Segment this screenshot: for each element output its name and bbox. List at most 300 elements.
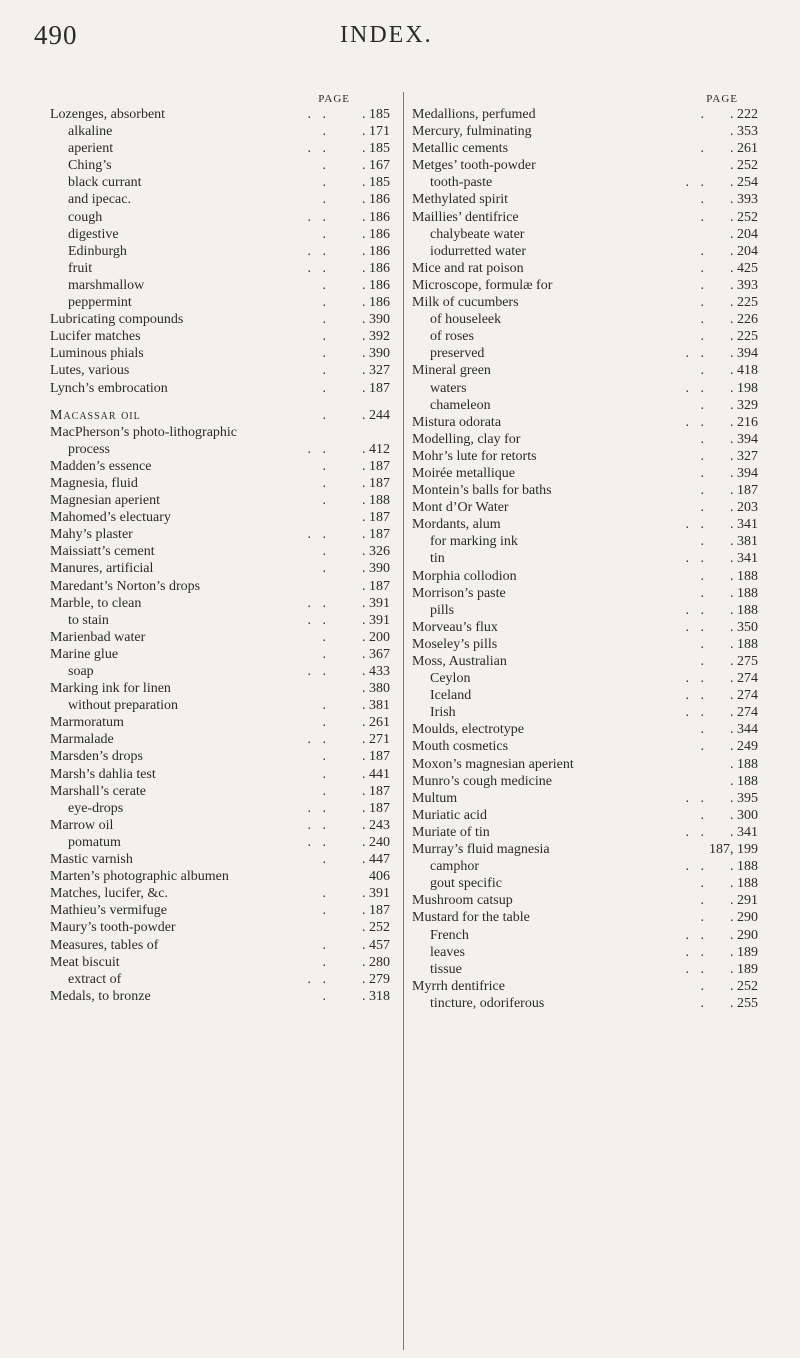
- index-term: Meat biscuit: [50, 954, 120, 970]
- leader-dots: .: [322, 295, 330, 311]
- leader-dots: .: [700, 568, 708, 584]
- leader-dots: .: [322, 988, 330, 1004]
- leader-dots: .: [322, 277, 330, 293]
- index-entry: [50, 714, 390, 731]
- index-entries-left: [50, 106, 390, 1005]
- leader-dots: . .: [685, 175, 708, 191]
- index-term: Lynch’s embrocation: [50, 380, 168, 396]
- index-page-ref: . 252: [730, 209, 758, 225]
- index-page-ref: . 186: [362, 260, 390, 276]
- index-term: French: [430, 927, 469, 943]
- index-page-ref: . 249: [730, 739, 758, 755]
- index-entry: [50, 157, 390, 174]
- index-term: Marmalade: [50, 732, 114, 748]
- index-term: Lutes, various: [50, 363, 130, 379]
- index-term: Edinburgh: [68, 243, 127, 259]
- leader-dots: .: [322, 363, 330, 379]
- index-page-ref: . 188: [730, 859, 758, 875]
- index-entry: [50, 140, 390, 157]
- index-term: peppermint: [68, 295, 132, 311]
- index-entry: [50, 475, 390, 492]
- leader-dots: .: [322, 715, 330, 731]
- index-term: Medallions, perfumed: [412, 107, 536, 122]
- index-entry: [412, 277, 758, 294]
- index-entry: [50, 311, 390, 328]
- index-entry: [50, 209, 390, 226]
- leader-dots: . .: [685, 859, 708, 875]
- index-term: Milk of cucumbers: [412, 295, 519, 311]
- index-entry: [412, 756, 758, 773]
- index-entry: [412, 773, 758, 790]
- index-term: cough: [68, 209, 103, 225]
- index-page-ref: . 185: [362, 141, 390, 157]
- index-page-ref: . 187: [362, 783, 390, 799]
- index-term: Muriatic acid: [412, 807, 488, 823]
- index-page-ref: . 171: [362, 124, 390, 140]
- leader-dots: .: [700, 107, 708, 122]
- leader-dots: . .: [307, 732, 330, 748]
- leader-dots: .: [700, 483, 708, 499]
- index-entry: [412, 345, 758, 362]
- index-entry: [50, 174, 390, 191]
- index-term: preserved: [430, 346, 485, 362]
- index-entry: [50, 191, 390, 208]
- index-page-ref: . 188: [730, 773, 758, 789]
- index-entry: [412, 311, 758, 328]
- leader-dots: .: [322, 175, 330, 191]
- index-term: Mastic varnish: [50, 852, 133, 868]
- index-entry: [412, 431, 758, 448]
- index-term: Macassar oil: [50, 407, 141, 423]
- index-entry: [412, 380, 758, 397]
- index-entry: [50, 902, 390, 919]
- index-page-ref: . 252: [730, 158, 758, 174]
- leader-dots: . .: [307, 971, 330, 987]
- index-entry: [412, 243, 758, 260]
- index-entry: [412, 602, 758, 619]
- index-term: Marmoratum: [50, 715, 124, 731]
- leader-dots: .: [700, 277, 708, 293]
- index-page-ref: . 226: [730, 312, 758, 328]
- leader-dots: . .: [685, 705, 708, 721]
- leader-dots: . .: [307, 107, 330, 122]
- index-term: Marrow oil: [50, 817, 114, 833]
- index-term: Maissiatt’s cement: [50, 544, 155, 560]
- index-page-ref: . 394: [730, 465, 758, 481]
- index-page-ref: . 457: [362, 937, 390, 953]
- leader-dots: .: [700, 534, 708, 550]
- index-entry: [50, 851, 390, 868]
- index-term: Luminous phials: [50, 346, 144, 362]
- index-term: waters: [430, 380, 467, 396]
- leader-dots: .: [700, 585, 708, 601]
- index-term: Lubricating compounds: [50, 312, 184, 328]
- index-page-ref: . 187: [730, 483, 758, 499]
- index-entry: [412, 944, 758, 961]
- leader-dots: .: [700, 312, 708, 328]
- index-page-ref: . 441: [362, 766, 390, 782]
- index-entry: [412, 140, 758, 157]
- index-page-ref: . 381: [362, 698, 390, 714]
- index-entry: [412, 499, 758, 516]
- index-term: Mohr’s lute for retorts: [412, 448, 537, 464]
- index-term: Modelling, clay for: [412, 431, 521, 447]
- index-term: Magnesia, fluid: [50, 475, 138, 491]
- index-term: Mahomed’s electuary: [50, 510, 171, 526]
- index-entry: [412, 790, 758, 807]
- leader-dots: .: [322, 312, 330, 328]
- index-page-ref: . 327: [730, 448, 758, 464]
- index-entry: [412, 704, 758, 721]
- index-term: Marsh’s dahlia test: [50, 766, 156, 782]
- index-page-ref: . 188: [730, 636, 758, 652]
- index-page-ref: . 255: [730, 995, 758, 1011]
- leader-dots: . .: [685, 619, 708, 635]
- index-entry: [412, 174, 758, 191]
- index-term: of houseleek: [430, 312, 502, 328]
- index-entry: [412, 533, 758, 550]
- leader-dots: . .: [307, 141, 330, 157]
- leader-dots: . .: [307, 441, 330, 457]
- index-term: Marten’s photographic albumen: [50, 869, 229, 885]
- leader-dots: . .: [685, 944, 708, 960]
- index-term: chameleon: [430, 397, 491, 413]
- index-entry: [412, 123, 758, 140]
- index-term: Mont d’Or Water: [412, 500, 509, 516]
- index-term: Murray’s fluid magnesia: [412, 842, 550, 858]
- leader-dots: . .: [307, 664, 330, 679]
- index-entry: [412, 260, 758, 277]
- index-page-ref: . 187: [362, 749, 390, 765]
- index-page-ref: . 341: [730, 551, 758, 567]
- index-term: Mouth cosmetics: [412, 739, 509, 755]
- index-term: Munro’s cough medicine: [412, 773, 552, 789]
- column-divider: [403, 92, 404, 1350]
- index-entry: [50, 766, 390, 783]
- index-entry: [412, 516, 758, 533]
- index-term: tissue: [430, 961, 462, 977]
- leader-dots: .: [700, 722, 708, 738]
- index-column-left: [50, 92, 390, 1005]
- index-entry: [412, 807, 758, 824]
- index-entry: [50, 663, 390, 680]
- leader-dots: . .: [307, 260, 330, 276]
- index-page-ref: . 188: [362, 493, 390, 509]
- index-page-ref: . 300: [730, 807, 758, 823]
- index-page-ref: . 391: [362, 595, 390, 611]
- leader-dots: .: [322, 329, 330, 345]
- index-entry: [50, 783, 390, 800]
- index-entry: [50, 629, 390, 646]
- index-page-ref: . 189: [730, 944, 758, 960]
- index-term: without preparation: [68, 698, 179, 714]
- leader-dots: .: [700, 636, 708, 652]
- index-page-ref: . 188: [730, 568, 758, 584]
- index-page-ref: . 187: [362, 903, 390, 919]
- index-term: chalybeate water: [430, 226, 525, 242]
- index-page-ref: . 433: [362, 664, 390, 679]
- leader-dots: . .: [307, 209, 330, 225]
- index-page-ref: . 167: [362, 158, 390, 174]
- index-term: tooth-paste: [430, 175, 493, 191]
- index-entry: [50, 509, 390, 526]
- index-term: Mordants, alum: [412, 517, 501, 533]
- index-entry: [50, 954, 390, 971]
- index-entry: [50, 560, 390, 577]
- index-term: Methylated spirit: [412, 192, 509, 208]
- index-term: Moulds, electrotype: [412, 722, 524, 738]
- index-entry: [50, 680, 390, 697]
- index-term: tin: [430, 551, 445, 567]
- page-column-heading: PAGE: [318, 93, 350, 105]
- index-term: Microscope, formulæ for: [412, 277, 553, 293]
- index-page-ref: . 350: [730, 619, 758, 635]
- index-page-ref: . 390: [362, 312, 390, 328]
- index-entry: [412, 568, 758, 585]
- index-term: Medals, to bronze: [50, 988, 151, 1004]
- index-page-ref: . 203: [730, 500, 758, 516]
- index-page-ref: . 390: [362, 561, 390, 577]
- index-term: camphor: [430, 859, 479, 875]
- index-term: soap: [68, 664, 94, 679]
- index-term: Mercury, fulminating: [412, 124, 532, 140]
- index-page-ref: . 185: [362, 107, 390, 122]
- index-term: MacPherson’s photo-lithographic: [50, 424, 238, 440]
- index-term: Mistura odorata: [412, 414, 502, 430]
- index-entry: [412, 909, 758, 926]
- leader-dots: . .: [685, 346, 708, 362]
- index-term: pomatum: [68, 834, 121, 850]
- leader-dots: . .: [685, 671, 708, 687]
- index-page-ref: . 381: [730, 534, 758, 550]
- index-term: Marshall’s cerate: [50, 783, 147, 799]
- index-page-ref: . 395: [730, 790, 758, 806]
- index-page-ref: . 394: [730, 431, 758, 447]
- index-term: Metges’ tooth-powder: [412, 158, 536, 174]
- index-page-ref: . 326: [362, 544, 390, 560]
- leader-dots: . .: [307, 612, 330, 628]
- index-term: Irish: [430, 705, 456, 721]
- index-term: Moxon’s magnesian aperient: [412, 756, 574, 772]
- index-entry: [412, 653, 758, 670]
- index-entry: [50, 458, 390, 475]
- index-entry: [412, 106, 758, 123]
- leader-dots: .: [700, 893, 708, 909]
- index-page-ref: 406: [369, 869, 390, 885]
- index-entry: [50, 612, 390, 629]
- index-page-ref: . 187: [362, 527, 390, 543]
- index-term: Mathieu’s vermifuge: [50, 903, 168, 919]
- index-term: Mineral green: [412, 363, 491, 379]
- index-entry: [50, 646, 390, 663]
- index-term: Moss, Australian: [412, 654, 507, 669]
- leader-dots: .: [700, 431, 708, 447]
- index-entries-right: [412, 106, 758, 1012]
- index-page-ref: . 392: [362, 329, 390, 345]
- index-term: Lucifer matches: [50, 329, 141, 345]
- index-page-ref: . 200: [362, 629, 390, 645]
- index-page-ref: . 367: [362, 646, 390, 662]
- index-page-ref: . 393: [730, 192, 758, 208]
- index-entry: [412, 362, 758, 379]
- index-entry: [412, 841, 758, 858]
- index-entry: [50, 817, 390, 834]
- leader-dots: . .: [685, 602, 708, 618]
- leader-dots: .: [322, 544, 330, 560]
- index-page-ref: . 187: [362, 578, 390, 594]
- index-entry: [50, 277, 390, 294]
- index-page-ref: . 412: [362, 441, 390, 457]
- index-entry: [412, 397, 758, 414]
- leader-dots: .: [700, 876, 708, 892]
- index-page-ref: . 216: [730, 414, 758, 430]
- page-header: [0, 20, 800, 60]
- leader-dots: .: [700, 739, 708, 755]
- index-entry: [50, 407, 390, 424]
- index-term: Ceylon: [430, 671, 471, 687]
- index-entry: [50, 106, 390, 123]
- index-page-ref: . 353: [730, 124, 758, 140]
- index-term: Marble, to clean: [50, 595, 142, 611]
- index-page-ref: . 187: [362, 800, 390, 816]
- index-entry: [412, 619, 758, 636]
- index-term: Morveau’s flux: [412, 619, 498, 635]
- leader-dots: .: [700, 329, 708, 345]
- leader-dots: .: [700, 243, 708, 259]
- index-page-ref: . 280: [362, 954, 390, 970]
- leader-dots: .: [700, 500, 708, 516]
- index-entry: [412, 157, 758, 174]
- leader-dots: . .: [307, 834, 330, 850]
- index-entry: [50, 919, 390, 936]
- index-entry: [412, 824, 758, 841]
- index-entry: [412, 465, 758, 482]
- index-page-ref: . 380: [362, 681, 390, 697]
- index-entry: [412, 209, 758, 226]
- index-term: Maillies’ dentifrice: [412, 209, 519, 225]
- index-entry: [50, 441, 390, 458]
- index-entry: [50, 526, 390, 543]
- index-entry: [412, 585, 758, 602]
- index-page-ref: . 243: [362, 817, 390, 833]
- leader-dots: . .: [307, 800, 330, 816]
- index-term: Muriate of tin: [412, 824, 490, 840]
- index-term: black currant: [68, 175, 142, 191]
- index-entry: [412, 858, 758, 875]
- index-term: for marking ink: [430, 534, 518, 550]
- index-entry: [412, 875, 758, 892]
- index-page-ref: . 244: [362, 407, 390, 423]
- index-page-ref: . 186: [362, 243, 390, 259]
- index-entry: [50, 697, 390, 714]
- index-page-ref: . 189: [730, 961, 758, 977]
- index-term: Mahy’s plaster: [50, 527, 133, 543]
- leader-dots: . .: [307, 527, 330, 543]
- leader-dots: .: [322, 458, 330, 474]
- index-entry: [412, 738, 758, 755]
- index-entry: [50, 492, 390, 509]
- index-entry: [412, 978, 758, 995]
- index-entry: [412, 191, 758, 208]
- index-term: aperient: [68, 141, 114, 157]
- index-term: iodurretted water: [430, 243, 527, 259]
- leader-dots: .: [322, 192, 330, 208]
- leader-dots: .: [700, 397, 708, 413]
- index-entry: [50, 971, 390, 988]
- leader-dots: .: [322, 903, 330, 919]
- index-page-ref: . 188: [730, 876, 758, 892]
- index-page-ref: 187, 199: [709, 842, 758, 858]
- leader-dots: . .: [307, 817, 330, 833]
- leader-dots: . .: [685, 688, 708, 704]
- index-entry: [50, 260, 390, 277]
- index-page-ref: . 274: [730, 705, 758, 721]
- page-number: 490: [34, 20, 78, 50]
- index-page-ref: . 188: [730, 756, 758, 772]
- index-term: Metallic cements: [412, 141, 509, 157]
- index-page-ref: . 391: [362, 886, 390, 902]
- index-page-ref: . 271: [362, 732, 390, 748]
- leader-dots: . .: [307, 243, 330, 259]
- index-entry: [412, 636, 758, 653]
- leader-dots: .: [700, 807, 708, 823]
- leader-dots: . .: [685, 961, 708, 977]
- index-term: digestive: [68, 226, 119, 242]
- index-term: extract of: [68, 971, 122, 987]
- index-page-ref: . 341: [730, 517, 758, 533]
- index-term: Ching’s: [68, 158, 112, 174]
- leader-dots: .: [700, 910, 708, 926]
- index-page-ref: . 185: [362, 175, 390, 191]
- index-page-ref: . 425: [730, 260, 758, 276]
- leader-dots: .: [700, 448, 708, 464]
- leader-dots: .: [322, 698, 330, 714]
- index-entry: [412, 448, 758, 465]
- leader-dots: .: [700, 654, 708, 669]
- index-entry: [412, 995, 758, 1012]
- index-entry: [50, 731, 390, 748]
- leader-dots: . .: [685, 517, 708, 533]
- leader-dots: .: [322, 886, 330, 902]
- index-entry: [50, 748, 390, 765]
- leader-dots: .: [322, 380, 330, 396]
- index-entry: [50, 243, 390, 260]
- index-term: eye-drops: [68, 800, 124, 816]
- index-page-ref: . 186: [362, 226, 390, 242]
- index-entry: [412, 414, 758, 431]
- index-page-ref: . 225: [730, 329, 758, 345]
- index-entry: [50, 294, 390, 311]
- index-page-ref: . 186: [362, 277, 390, 293]
- index-entry: [50, 937, 390, 954]
- index-term: process: [68, 441, 110, 457]
- index-entry: [412, 927, 758, 944]
- leader-dots: .: [322, 646, 330, 662]
- index-entry: [50, 226, 390, 243]
- index-term: fruit: [68, 260, 93, 276]
- index-term: tincture, odoriferous: [430, 995, 545, 1011]
- index-page-ref: . 393: [730, 277, 758, 293]
- index-term: Multum: [412, 790, 458, 806]
- index-term: Iceland: [430, 688, 472, 704]
- leader-dots: .: [322, 493, 330, 509]
- index-page-ref: . 275: [730, 654, 758, 669]
- leader-dots: . .: [685, 790, 708, 806]
- index-entry: [412, 482, 758, 499]
- index-term: alkaline: [68, 124, 113, 140]
- index-term: of roses: [430, 329, 474, 345]
- index-term: Matches, lucifer, &c.: [50, 886, 169, 902]
